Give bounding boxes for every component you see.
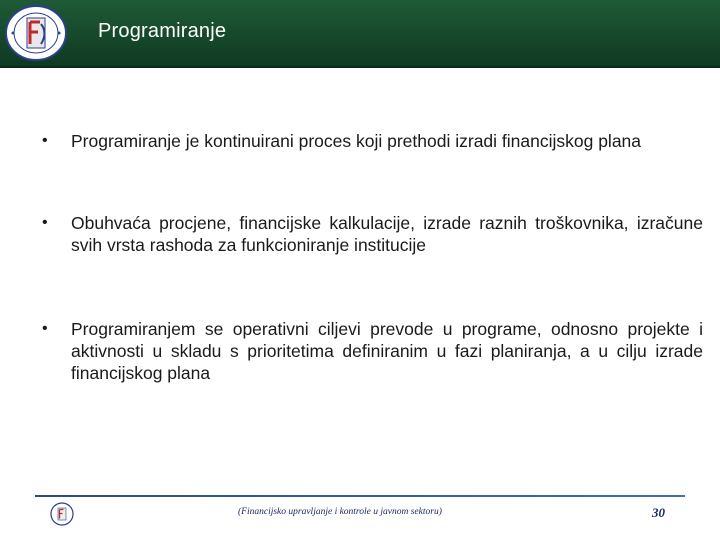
bullet-text: Programiranje je kontinuirani proces koji prethodi izradi financijskog plana	[71, 131, 642, 151]
bullet-text: Obuhvaća procjene, financijske kalkulacije, izrade raznih troškovnika, izračune svih vrsta rashoda za funkcioniranje institucije	[71, 213, 703, 255]
footer-caption: (Financijsko upravljanje i kontrole u javnom sektoru)	[238, 507, 442, 517]
page-number: 30	[652, 505, 665, 520]
bullet-icon: •	[42, 320, 48, 337]
slide-header	[0, 0, 720, 68]
institution-seal-small-icon	[50, 502, 74, 526]
list-item	[40, 130, 703, 152]
list-item	[40, 318, 703, 384]
bullet-text: Programiranjem se operativni ciljevi prevode u programe, odnosno projekte i aktivnosti u skladu s prioritetima definiranim u fazi planiranja, a u cilju izrade financijskog plana	[71, 319, 703, 383]
page-title: Programiranje	[98, 20, 227, 42]
list-item	[40, 212, 703, 256]
bullet-icon: •	[42, 132, 48, 149]
footer-divider	[35, 495, 685, 497]
bullet-icon: •	[42, 214, 48, 231]
institution-seal-icon	[3, 4, 69, 62]
